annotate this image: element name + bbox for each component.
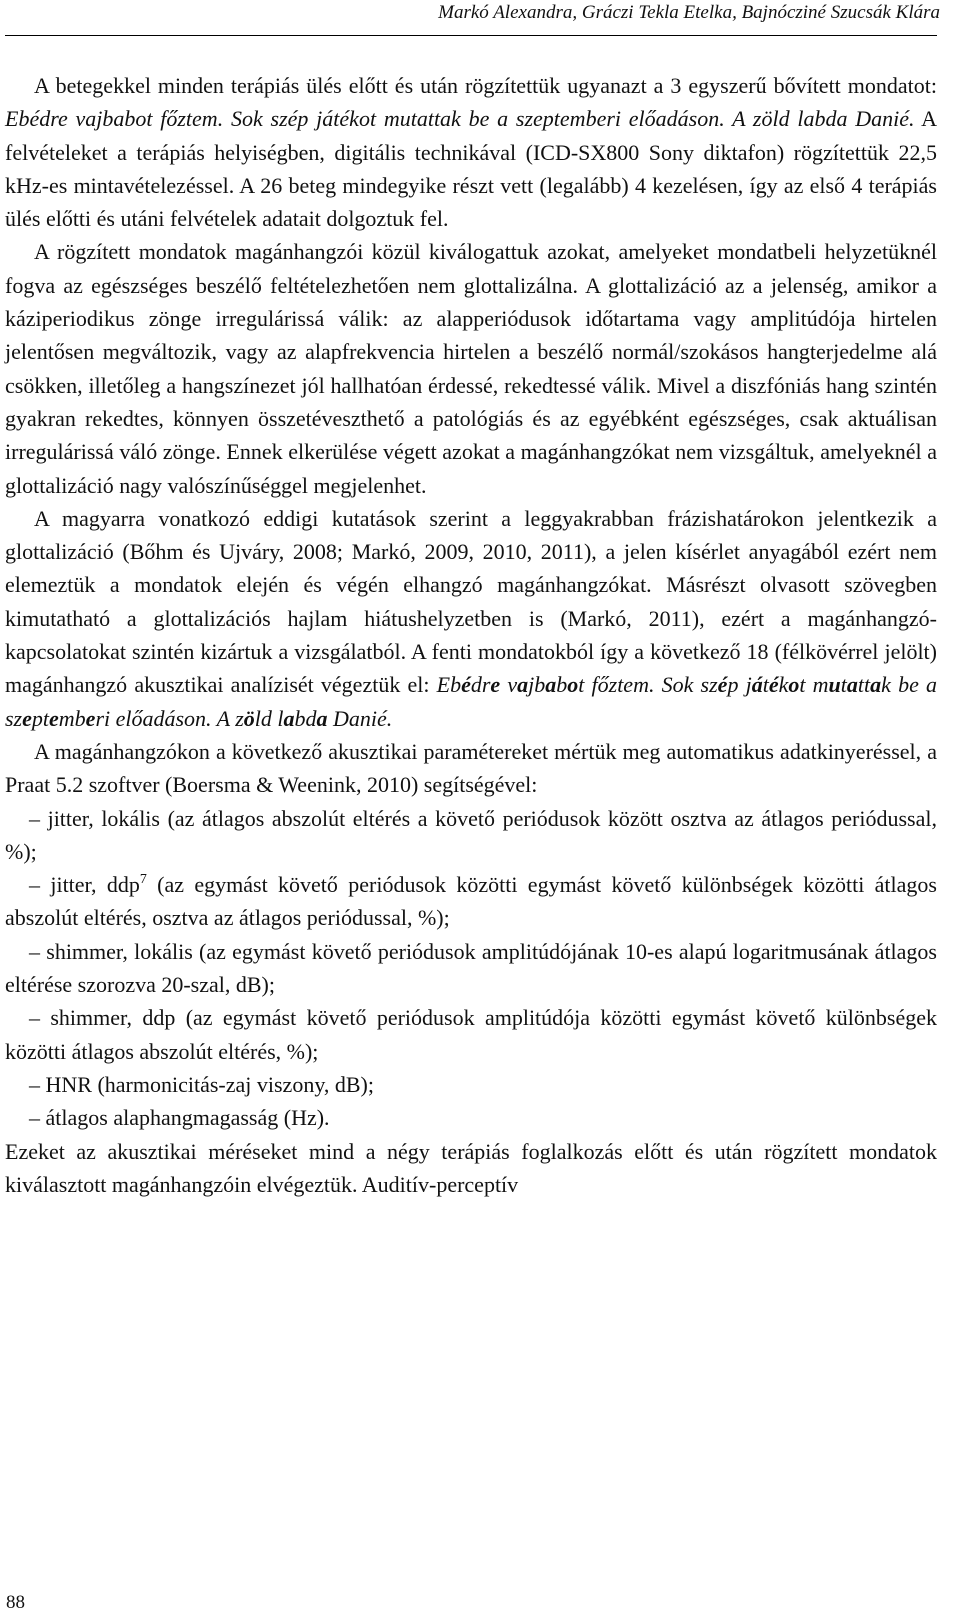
example-text: t főztem. Sok sz <box>578 672 718 698</box>
list-item-hnr: – HNR (harmonicitás-zaj viszony, dB); <box>29 1071 374 1097</box>
bold-vowel: o <box>788 672 800 698</box>
paragraph-1 <box>5 69 937 235</box>
paragraph-3 <box>5 502 937 735</box>
bold-vowel: a <box>846 672 858 698</box>
header-rule <box>5 35 937 36</box>
paragraph-3-text: A magyarra vonatkozó eddigi kutatások szerint a leggyakrabban frázishatárokon jelentkezik a glottalizáció (Bőhm és Ujváry, 2008; Markó, 2009, 2010, 2011), a jelen kísérlet anyagából ezért nem elemeztük a mondatok elején és végén elhangzó magánhangzókat. Másrészt olvasott szövegben kimutatható a glottalizációs hajlam hiátushelyzetben is (Markó, 2011), ezért a magánhangzó-kapcsolatokat szintén kizártuk a vizsgálatból. A fenti mondatokból így a következő 18 (félkövérrel jelölt) magánhangzó akusztikai analízisét végeztük el: <box>5 505 937 698</box>
list-item-f0: – átlagos alaphangmagasság (Hz). <box>29 1105 330 1131</box>
example-text: mb <box>58 705 86 731</box>
example-text: dr <box>470 672 491 698</box>
list-item-jitter-local: – jitter, lokális (az átlagos abszolút eltérés a követő periódusok között osztva az átlagos periódussal, %); <box>5 805 937 864</box>
list-item-jitter-ddp <box>5 868 937 935</box>
example-text: jb <box>528 672 546 698</box>
bold-vowel: é <box>768 672 779 698</box>
bold-vowel: e <box>85 705 96 731</box>
bold-vowel: a <box>283 705 295 731</box>
bold-vowel: é <box>717 672 728 698</box>
bold-vowel: e <box>22 705 32 731</box>
paragraph-5: Ezeket az akusztikai méréseket mind a négy terápiás foglalkozás előtt és után rögzített mondatok kiválasztott magánhangzóin elvégeztük. Auditív-perceptív <box>5 1138 937 1197</box>
example-text: k <box>778 672 789 698</box>
bold-vowel: e <box>490 672 501 698</box>
bold-vowel: u <box>828 672 841 698</box>
list-item-jitter-ddp-label: – jitter, ddp <box>29 872 140 898</box>
example-text: b <box>556 672 568 698</box>
bold-vowel: a <box>545 672 557 698</box>
example-text: t <box>762 672 769 698</box>
example-text: pt <box>31 705 50 731</box>
footnote-marker: 7 <box>139 872 147 888</box>
body-text <box>5 69 937 1201</box>
bold-vowel: é <box>461 672 471 698</box>
example-text: t m <box>799 672 829 698</box>
page-number: 88 <box>6 1592 25 1613</box>
bold-vowel: o <box>567 672 579 698</box>
example-text: Eb <box>436 672 462 698</box>
example-text: p j <box>727 672 752 698</box>
example-text: ri előadáson. A z <box>95 705 244 731</box>
running-header: Markó Alexandra, Gráczi Tekla Etelka, Bajnócziné Szucsák Klára <box>438 2 940 23</box>
bold-vowel: ö <box>243 705 255 731</box>
bold-vowel: e <box>49 705 59 731</box>
example-text: k be a sz <box>5 672 938 731</box>
bold-vowel: á <box>751 672 763 698</box>
list-item-shimmer-local: – shimmer, lokális (az egymást követő periódusok amplitúdójának 10-es alapú logaritmusának átlagos eltérése szorozva 20-szal, dB); <box>5 938 937 998</box>
paragraph-2: A rögzített mondatok magánhangzói közül kiválogattuk azokat, amelyeket mondatbeli helyzetüknél fogva az egészséges beszélő feltételezhetően nem glottalizálna. A glottalizáció az a jelenség, amikor a káziperiodikus zönge irregulárissá válik: az alapperiódusok időtartama vagy amplitúdója hirtelen jelentősen megváltozik, vagy az alapfrekvencia hirtelen a beszélő normál/szokásos hangterjedelme alá csökken, illetőleg a hangszínezet jól hallhatóan érdessé, rekedtessé válik. Mivel a diszfóniás hang szintén gyakran rekedtes, könnyen összetéveszthető a patológiás és az egyébként egészséges, csak aktuálisan irregulárissá váló zönge. Ennek elkerülése végett azokat a magánhangzókat nem vizsgáltuk, amelyeknél a glottalizáció nagy valószínűséggel megjelenhet. <box>5 239 937 498</box>
example-text: tt <box>857 672 871 698</box>
example-text: Danié. <box>327 705 393 731</box>
bold-vowel: a <box>870 672 882 698</box>
list-item-shimmer-ddp: – shimmer, ddp (az egymást követő periódusok amplitúdója közötti egymást követő különbségek közötti átlagos abszolút eltérés, %); <box>5 1005 937 1064</box>
example-text: bd <box>294 705 317 731</box>
bold-vowel: a <box>316 705 328 731</box>
example-text: v <box>500 672 518 698</box>
example-sentences: Ebédre vajbabot főztem. Sok szép játékot mutattak be a szeptemberi előadáson. A zöld labda Danié. <box>5 106 915 132</box>
bold-vowel: a <box>517 672 529 698</box>
example-text: t <box>840 672 847 698</box>
paragraph-4: A magánhangzókon a következő akusztikai paramétereket mértük meg automatikus adatkinyeréssel, a Praat 5.2 szoftver (Boersma & Weenink, 2010) segítségével: <box>5 738 937 798</box>
list-item-jitter-ddp-text: (az egymást követő periódusok közötti egymást követő különbségek közötti átlagos abszolút eltérés, osztva az átlagos periódussal, %); <box>5 872 937 931</box>
example-text: ld l <box>254 705 284 731</box>
paragraph-1-lead: A betegekkel minden terápiás ülés előtt és után rögzítettük ugyanazt a 3 egyszerű bővített mondatot: <box>34 73 937 98</box>
paragraph-1-rest: A felvételeket a terápiás helyiségben, digitális technikával (ICD-SX800 Sony diktafon) rögzítettük 22,5 kHz-es mintavételezéssel. A 26 beteg mindegyike részt vett (legalább) 4 kezelésen, így az első 4 terápiás ülés előtti és utáni felvételek adatait dolgoztuk fel. <box>5 106 937 232</box>
